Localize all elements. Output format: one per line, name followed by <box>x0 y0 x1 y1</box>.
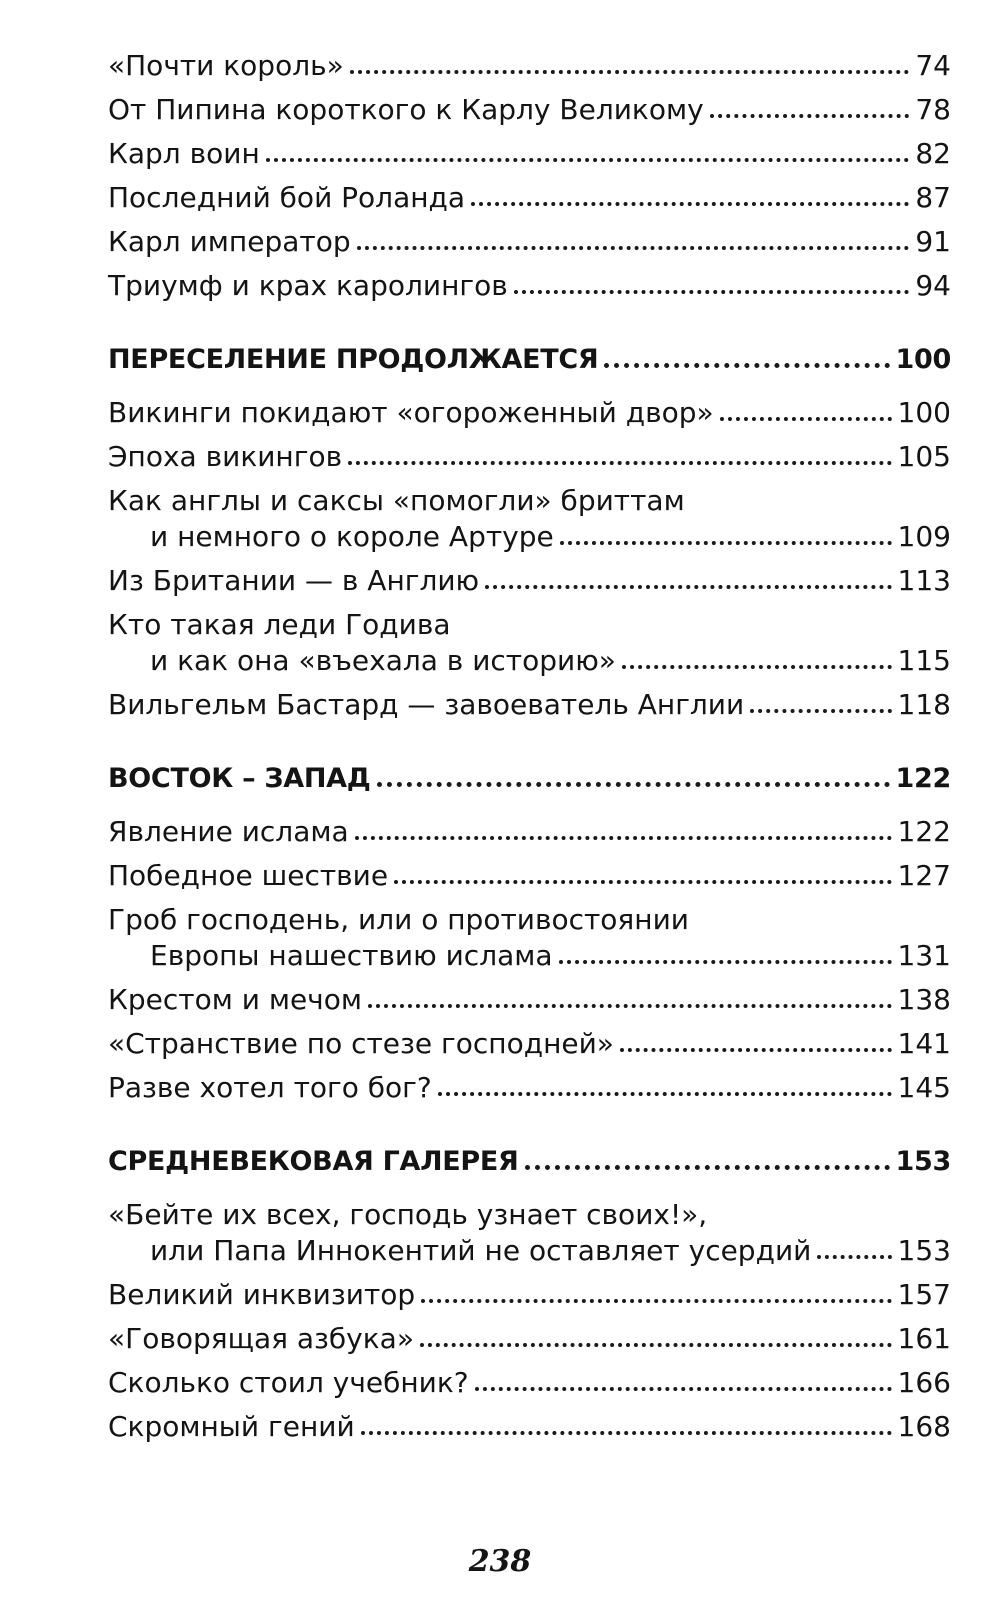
dot-leader <box>348 461 891 465</box>
dot-leader <box>266 158 910 162</box>
toc-entry <box>108 222 951 262</box>
toc-entry <box>108 178 951 218</box>
toc-section-heading <box>108 340 951 380</box>
toc-entry-line-2 <box>150 936 951 976</box>
toc-entry-title: Крестом и мечом <box>108 983 362 1016</box>
toc-entry-page: 87 <box>915 181 951 214</box>
toc-entry-page: 91 <box>915 225 951 258</box>
section-title: ПЕРЕСЕЛЕНИЕ ПРОДОЛЖАЕТСЯ <box>108 344 599 375</box>
toc-entry <box>108 266 951 306</box>
toc-entry-page: 145 <box>897 1071 951 1104</box>
toc-entry <box>108 134 951 174</box>
toc-entry-page: 153 <box>897 1234 951 1267</box>
toc-entry-page: 105 <box>897 440 951 473</box>
toc-entry-title: Кто такая леди Годива <box>108 608 451 641</box>
toc-entry-page: 161 <box>897 1322 951 1355</box>
dot-leader <box>421 1299 891 1303</box>
section-title: СРЕДНЕВЕКОВАЯ ГАЛЕРЕЯ <box>108 1146 519 1177</box>
toc-entry-title: Явление ислама <box>108 815 349 848</box>
dot-leader <box>560 541 892 545</box>
dot-leader <box>559 960 892 964</box>
toc-entry-title: Сколько стоил учебник? <box>108 1366 469 1399</box>
toc-entry-title: Эпоха викингов <box>108 440 343 473</box>
toc-entry-title: Европы нашествию ислама <box>150 939 553 972</box>
dot-leader <box>525 1165 890 1170</box>
dot-leader <box>394 880 891 884</box>
dot-leader <box>361 1431 892 1435</box>
toc-entry <box>108 980 951 1020</box>
toc-entry-title: Карл воин <box>108 137 260 170</box>
toc-entry <box>108 393 951 433</box>
dot-leader <box>420 1343 892 1347</box>
toc-entry-title: и как она «въехала в историю» <box>150 644 616 677</box>
toc-entry-page: 100 <box>897 396 951 429</box>
section-page: 153 <box>895 1146 951 1177</box>
toc-entry-title: Победное шествие <box>108 859 389 892</box>
dot-leader <box>438 1092 892 1096</box>
dot-leader <box>485 585 891 589</box>
dot-leader <box>817 1255 891 1259</box>
toc-entry <box>108 1319 951 1359</box>
toc-entry-page: 131 <box>897 939 951 972</box>
toc-entry-line-1 <box>108 1195 951 1235</box>
toc-entry-title: Последний бой Роланда <box>108 181 466 214</box>
dot-leader <box>710 114 910 118</box>
toc-entry <box>108 1407 951 1447</box>
toc-entry <box>108 1024 951 1064</box>
toc-entry-title: «Бейте их всех, господь узнает своих!», <box>108 1198 708 1231</box>
toc-entry-title: Великий инквизитор <box>108 1278 416 1311</box>
dot-leader <box>604 363 889 368</box>
toc-entry <box>108 1068 951 1108</box>
toc-entry-title: Разве хотел того бог? <box>108 1071 432 1104</box>
toc-entry <box>108 685 951 725</box>
toc-entry-title: От Пипина короткого к Карлу Великому <box>108 93 704 126</box>
dot-leader <box>620 1048 892 1052</box>
toc-entry <box>108 90 951 130</box>
toc-entry-page: 166 <box>897 1366 951 1399</box>
dot-leader <box>471 202 909 206</box>
section-page: 100 <box>895 344 951 375</box>
dot-leader <box>350 70 910 74</box>
toc-entry-page: 118 <box>897 688 951 721</box>
toc-entry-title: Карл император <box>108 225 351 258</box>
toc-entry-title: Из Британии — в Англию <box>108 564 480 597</box>
toc-entry-line-1 <box>108 900 951 940</box>
toc-entry-line-1 <box>108 605 951 645</box>
toc-entry-title: Триумф и крах каролингов <box>108 269 508 302</box>
toc-entry <box>108 1275 951 1315</box>
toc-section-heading <box>108 759 951 799</box>
toc-entry-page: 94 <box>915 269 951 302</box>
toc-entry-line-2 <box>150 1231 951 1271</box>
toc-entry-page: 138 <box>897 983 951 1016</box>
toc-entry-title: Вильгельм Бастард — завоеватель Англии <box>108 688 745 721</box>
toc-entry-title: «Почти король» <box>108 49 344 82</box>
toc-section-heading <box>108 1142 951 1182</box>
toc-entry-page: 141 <box>897 1027 951 1060</box>
toc-entry <box>108 856 951 896</box>
toc-entry <box>108 561 951 601</box>
dot-leader <box>750 709 891 713</box>
section-page: 122 <box>895 763 951 794</box>
toc-entry-line-1 <box>108 481 951 521</box>
dot-leader <box>357 246 910 250</box>
toc-entry-page: 127 <box>897 859 951 892</box>
toc-entry-page: 157 <box>897 1278 951 1311</box>
dot-leader <box>368 1004 892 1008</box>
toc-entry <box>108 437 951 477</box>
toc-entry <box>108 46 951 86</box>
toc-entry-page: 109 <box>897 520 951 553</box>
toc-entry-title: Скромный гений <box>108 1410 355 1443</box>
toc-entry-line-2 <box>150 517 951 557</box>
toc-entry-title: или Папа Иннокентий не оставляет усердий <box>150 1234 812 1267</box>
toc-entry-page: 82 <box>915 137 951 170</box>
section-title: ВОСТОК – ЗАПАД <box>108 763 371 794</box>
toc-entry <box>108 812 951 852</box>
toc-entry-title: «Странствие по стезе господней» <box>108 1027 614 1060</box>
toc-entry-page: 115 <box>897 644 951 677</box>
dot-leader <box>355 836 892 840</box>
dot-leader <box>622 665 892 669</box>
dot-leader <box>475 1387 892 1391</box>
dot-leader <box>377 782 890 787</box>
toc-entry-title: «Говорящая азбука» <box>108 1322 414 1355</box>
toc-entry-line-2 <box>150 641 951 681</box>
toc-entry-page: 74 <box>915 49 951 82</box>
dot-leader <box>720 417 892 421</box>
toc-entry-page: 78 <box>915 93 951 126</box>
toc-entry-title: Викинги покидают «огороженный двор» <box>108 396 714 429</box>
toc-entry-page: 113 <box>897 564 951 597</box>
toc-entry-title: Как англы и саксы «помогли» бриттам <box>108 484 685 517</box>
toc-entry-page: 168 <box>897 1410 951 1443</box>
toc-entry-title: Гроб господень, или о противостоянии <box>108 903 689 936</box>
toc-entry-page: 122 <box>897 815 951 848</box>
page-number: 238 <box>468 1544 532 1579</box>
dot-leader <box>514 290 910 294</box>
toc-entry <box>108 1363 951 1403</box>
toc-entry-title: и немного о короле Артуре <box>150 520 554 553</box>
